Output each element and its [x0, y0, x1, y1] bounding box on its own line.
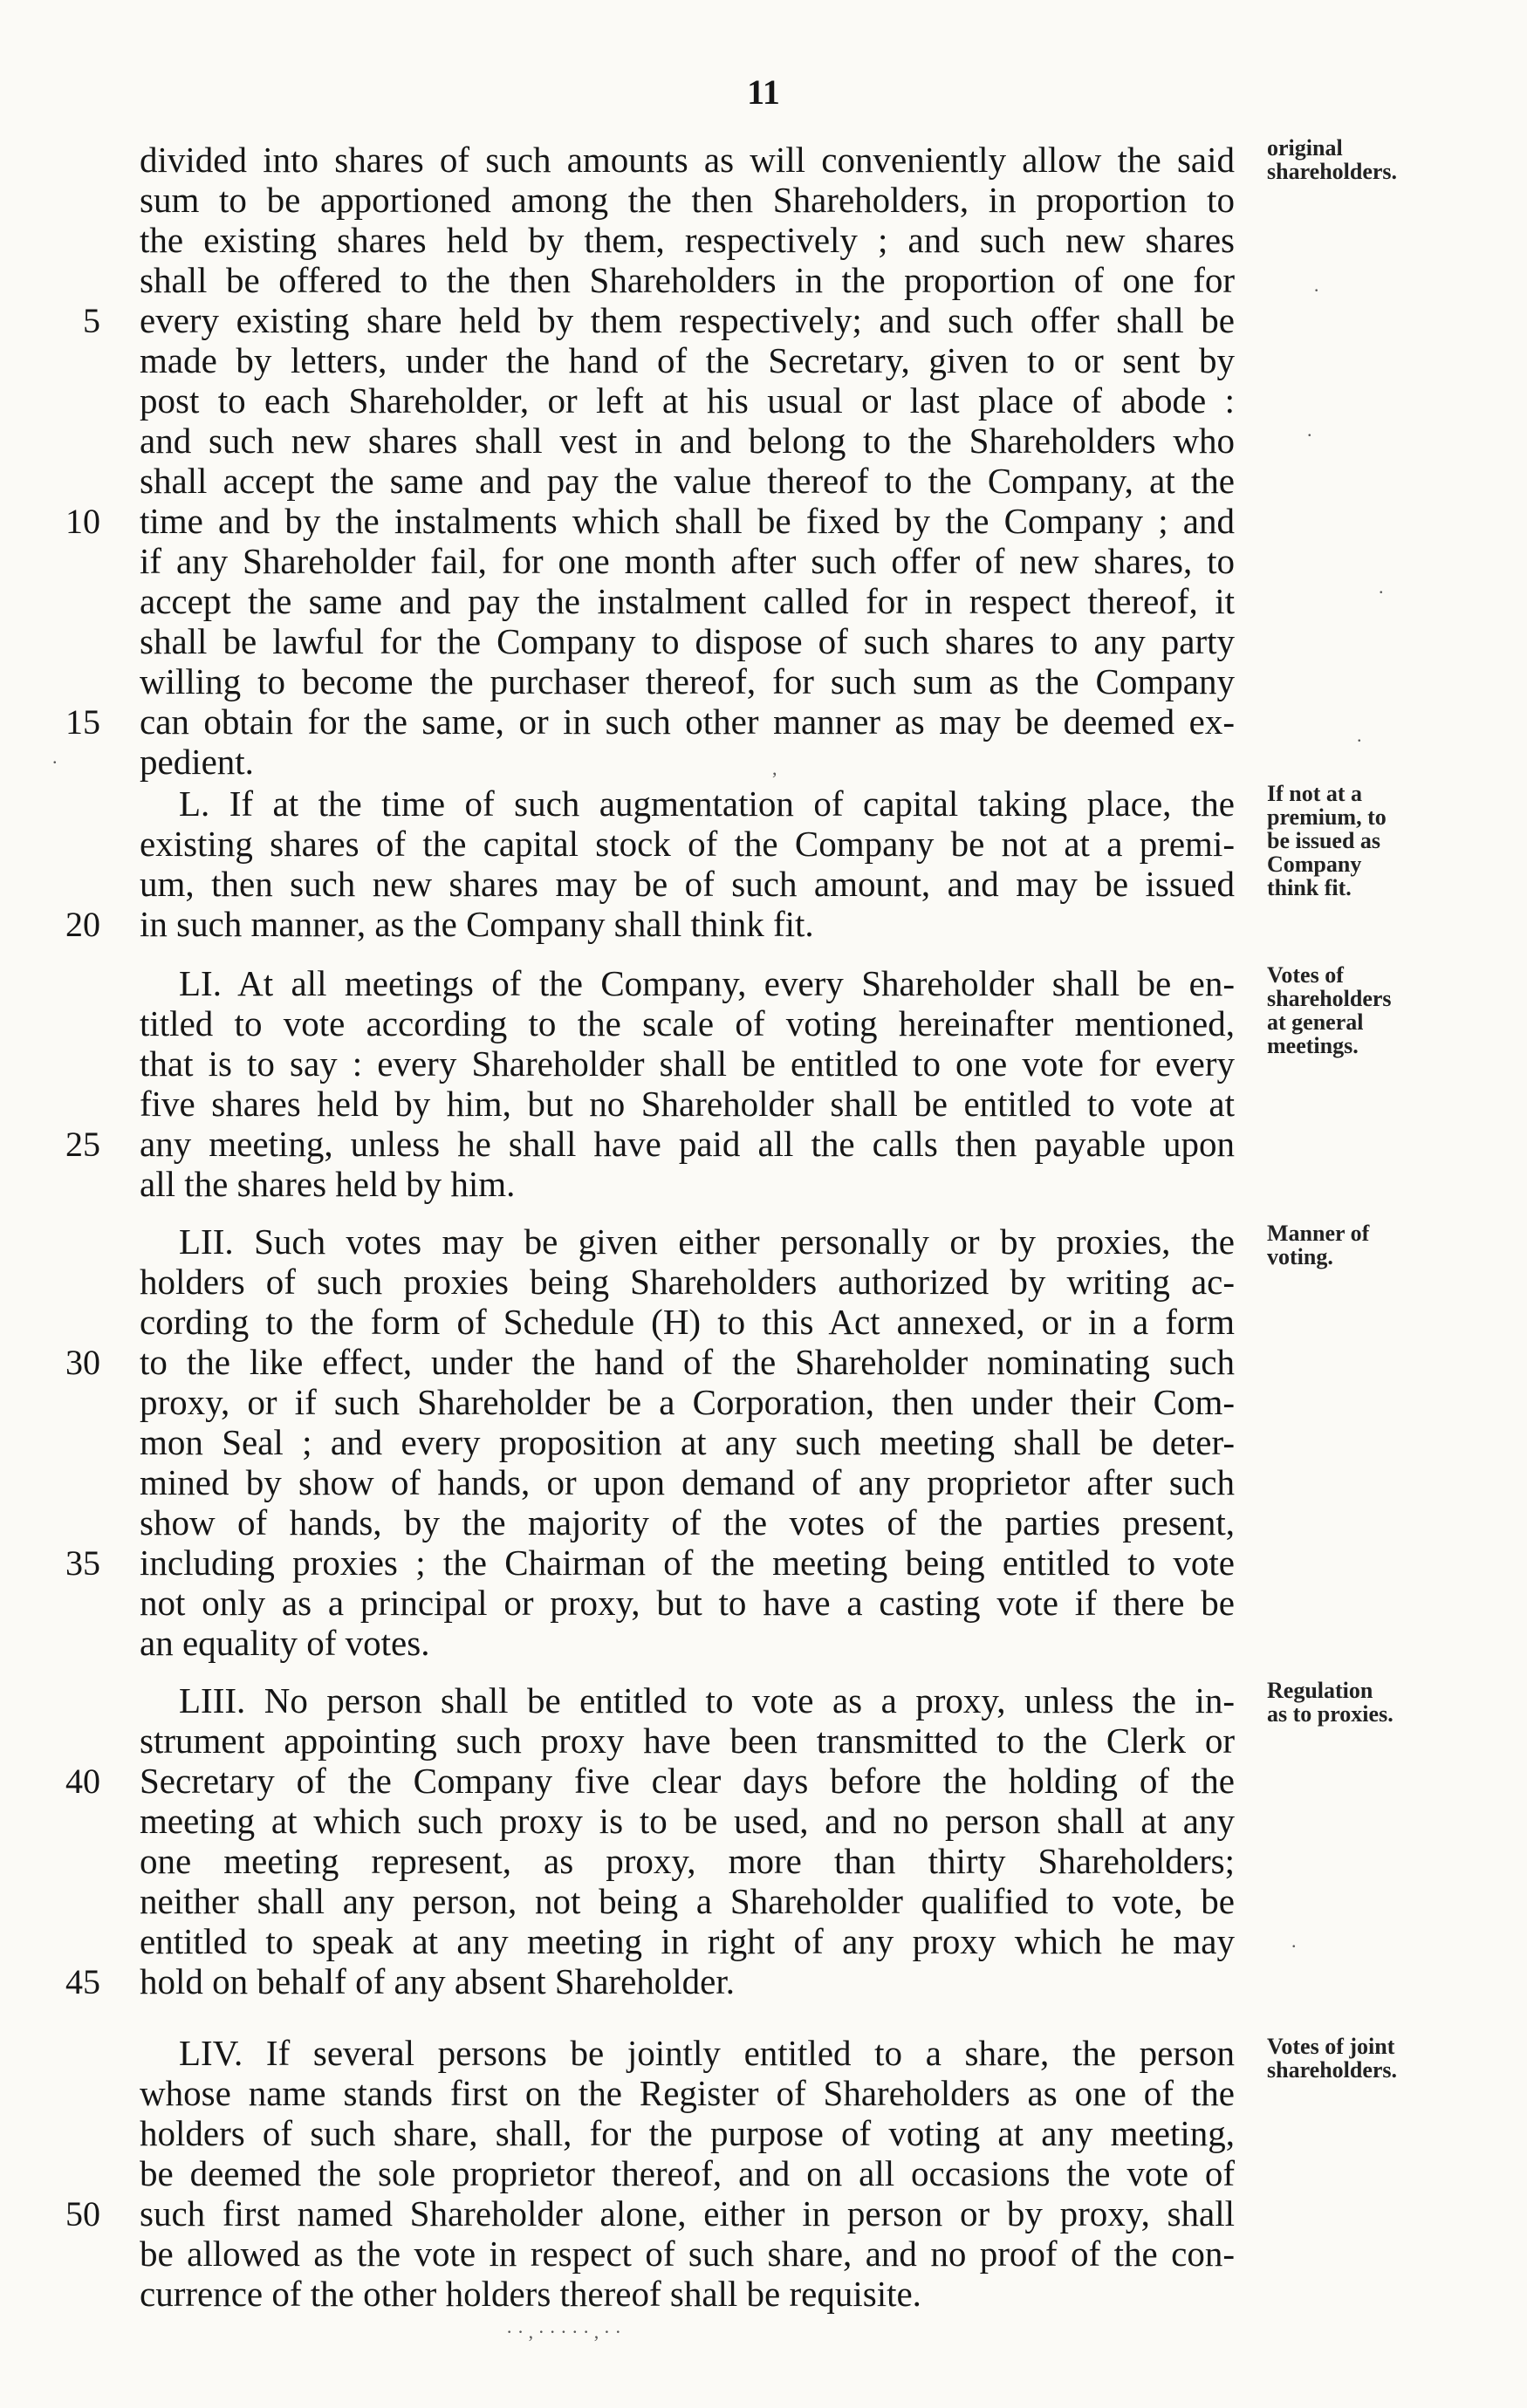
- line-number: 40: [65, 1762, 100, 1801]
- scan-speck: ,: [772, 757, 777, 779]
- page-number: 11: [747, 72, 780, 112]
- scan-speck: .: [52, 746, 58, 768]
- scan-speck: .: [1357, 724, 1362, 746]
- line-number: 25: [65, 1125, 100, 1164]
- scan-speck: .: [1379, 576, 1384, 598]
- line-number: 10: [65, 502, 100, 541]
- marginal-note: Votes of joint shareholders.: [1267, 2034, 1398, 2083]
- scan-speck: ·: [1313, 279, 1320, 301]
- line-number: 15: [65, 702, 100, 742]
- line-number: 45: [65, 1962, 100, 2001]
- scan-speck: · · , · · · · · , · ·: [506, 2321, 621, 2343]
- marginal-note: Votes of shareholders at general meetings.: [1267, 962, 1392, 1058]
- line-number: 30: [65, 1343, 100, 1382]
- marginal-note: Regulation as to proxies.: [1267, 1678, 1393, 1727]
- line-number: 5: [83, 301, 100, 340]
- line-number: 20: [65, 905, 100, 944]
- line-number: 50: [65, 2194, 100, 2234]
- marginal-note: If not at a premium, to be issued as Company think fit.: [1267, 781, 1387, 900]
- marginal-note: original shareholders.: [1267, 135, 1398, 184]
- scan-speck: .: [1307, 419, 1312, 441]
- scan-speck: .: [1291, 1930, 1297, 1952]
- marginal-note: Manner of voting.: [1267, 1221, 1370, 1269]
- line-number: 35: [65, 1543, 100, 1583]
